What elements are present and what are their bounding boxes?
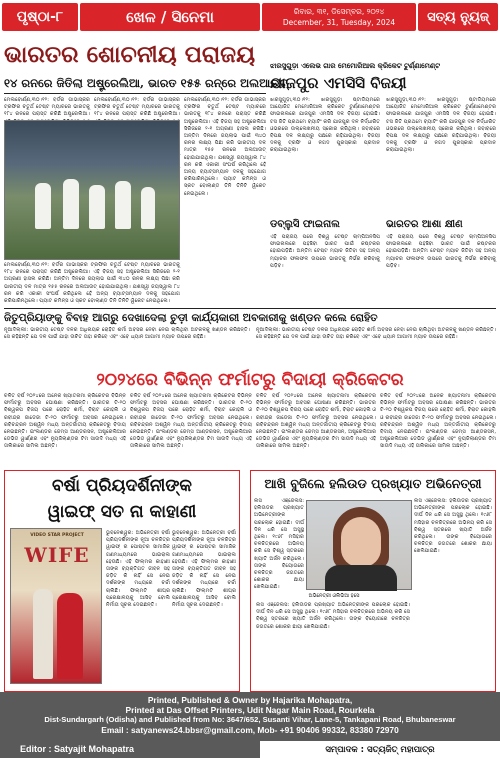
- lead-body: ମେଲବୋର୍ଣ୍ଣ,୩୦।୧୨: ବର୍ଡର ଗାଭାସ୍କର ଟ୍ରଫିର ଚତୁର୍ଥ ଟେଷ୍ଟ ମ୍ୟାଚରେ ଭାରତକୁ ୧୮୪ ରନରେ ପରାସ୍ତ କରିଛି ଅଷ୍ଟ୍ରେଲିଆ। ଏହି ବିଜୟ ସହ ଅଷ୍ଟ୍ରେଲିଆ ସିରିଜରେ ୨-୧ ଅଗ୍ରଣୀ ହାସଲ କରିଛି। ଅନ୍ତିମ ଦିନରେ ଜୟଲାଭ ପାଇଁ ୩୪୦ ରନର ଲକ୍ଷ୍ୟ ପିଛା କରି ଭାରତୀୟ ଦଳ ମାତ୍ର ୧୫୫ ରନରେ ଅଲଆଉଟ୍ ହୋଇଯାଇଥିଲା। ଯଶସ୍ୱୀ ଜୟସ୍ୱାଲ ୮୪ ରନ କରି ଏକାକୀ ସଂଘର୍ଷ କରିଥିଲେ ହେଁ ଅନ୍ୟ ବ୍ୟାଟ୍ସମ୍ୟାନ ଦଳକୁ ସହଯୋଗ କରିପାରିନଥିଲେ। ପ୍ୟାଟ କମିନ୍ସ ଓ ସ୍କଟ ବୋଲାଣ୍ଡ ତିନି ତିନିଟି ୱିକେଟ ନେଇଥିଲେ।: [4, 262, 180, 305]
- actress-body-left: ଲସ ଏଞ୍ଜେଲସ: ହଲିଉଡର ପ୍ରଖ୍ୟାତ ଅଭିନେତ୍ରୀଙ୍କ ପରଲୋକ ହୋଇଛି। ଦୀର୍ଘ ଦିନ ଧରି ସେ ଅସୁସ୍ଥ ଥିଲେ। ୧୯୬୮ ମସିହାର ଚଳଚ୍ଚିତ୍ରରେ ଅଭିନୟ କରି ସେ ବିଶ୍ୱ ସ୍ତରରେ ଖ୍ୟାତି ଅର୍ଜନ କରିଥିଲେ। ତାଙ୍କ ବିୟୋଗରେ ଚଳଚ୍ଚିତ୍ର ଜଗତରେ ଶୋକର ଛାୟା ଖେଳିଯାଇଛି।: [254, 498, 304, 591]
- divider: [4, 308, 496, 309]
- actress-caption: ଅଭିନେତ୍ରୀ ଓଲିଭିଆ ହସେ: [308, 593, 360, 599]
- date-odia: ରିବାର, ୩୧, ଡିସେମ୍ବର, ୨୦୨୪: [293, 7, 385, 16]
- story4-headline: ଜିତୁପ୍ରିୟାଙ୍କୁ ବିବାହ ଆଗରୁ ଦେଖାଦେଲା ଚୁଡ଼ୀ କାର୍ଯ୍ୟକାରୀ ଅବକାରୀକୁ ଖଣ୍ଡନ କଲେ ରୋହିତ: [4, 312, 378, 324]
- imprint-line-2: Printed at Das Offset Printers, Udit Nagar Main Road, Rourkela: [125, 705, 375, 715]
- wife-film-poster: [10, 528, 102, 684]
- film-headline-2: ୱାଇଫ୍ ସତ ନା କାହାଣୀ: [47, 502, 197, 522]
- lead-body-intro: ମେଲବୋର୍ଣ୍ଣ,୩୦।୧୨: ବର୍ଡର ଗାଭାସ୍କର ଟ୍ରଫିର ଚତୁର୍ଥ ଟେଷ୍ଟ ମ୍ୟାଚରେ ଭାରତକୁ ୧୮୪ ରନରେ ପରାସ୍ତ କରିଛି ଅଷ୍ଟ୍ରେଲିଆ।: [4, 97, 90, 118]
- poster-top-text: VIDEO STAR PROJECT: [30, 533, 84, 538]
- divider: [4, 93, 266, 94]
- editor-english: Editor : Satyajit Mohapatra: [0, 740, 260, 758]
- retire-body-col1: ଚଳିତ ବର୍ଷ ୨୦୨୪ରେ ଅନେକ ଖ୍ୟାତନାମା କ୍ରିକେଟର ବିଭିନ୍ନ ଫର୍ମାଟରୁ ଅବସର ଘୋଷଣା କରିଛନ୍ତି। ଭାରତର ଟି-୨୦ ବିଶ୍ୱକପ ବିଜୟ ପରେ ରୋହିତ ଶର୍ମା, ବିରାଟ କୋହଲି ଓ ରବୀନ୍ଦ୍ର ଜାଡେଜା ଟି-୨୦ ଫର୍ମାଟରୁ ଅବସର ନେଇଥିଲେ। ରବିଚନ୍ଦ୍ରନ ଅଶ୍ୱିନ ମଧ୍ୟ ଅନ୍ତର୍ଜାତୀୟ କ୍ରିକେଟରୁ ବିଦାୟ ନେଇଛନ୍ତି। ଇଂଲଣ୍ଡର ଜେମ୍ସ ଆଣ୍ଡରସନ, ଅଷ୍ଟ୍ରେଲିଆର ଡେଭିଡ ୱାର୍ଣ୍ଣର ଏବଂ ନ୍ୟୁଜିଲାଣ୍ଡର ଟିମ ସାଉଦି ମଧ୍ୟ ଏହି ତାଲିକାରେ ସାମିଲ ଅଛନ୍ତି।: [4, 393, 126, 450]
- lead-headline: ଭାରତର ଶୋଚନୀୟ ପରାଜୟ: [4, 41, 256, 68]
- actress-headline: ଆଖି ବୁଜିଲେ ହଲିଉଡ ପ୍ରଖ୍ୟାତ ଅଭିନେତ୍ରୀ: [264, 476, 482, 491]
- poster-title: WIFE: [24, 543, 90, 567]
- film-body-col2: ଭୁବନେଶ୍ୱର: ଅଭିନେତ୍ରୀ ବର୍ଷା ପ୍ରିୟଦର୍ଶିନୀଙ୍କ ନୂଆ ଚଳଚ୍ଚିତ୍ର ୱାଇଫ୍ ର ପୋଷ୍ଟର ସାମାଜିକ ଗଣମାଧ୍ୟମରେ ଭାଇରାଲ ହେଉଛି। ଏହି ଫିଲ୍ମର କାହାଣୀ ତାଙ୍କ ବ୍ୟକ୍ତିଗତ ଜୀବନ ସହ ଜଡ଼ିତ କି ନାହିଁ ସେ ନେଇ ଦର୍ଶକଙ୍କ ମଧ୍ୟରେ ଚର୍ଚ୍ଚା ଚାଲିଛି। ଫିଲ୍ମଟି ଶୀଘ୍ର ପ୍ରେକ୍ଷାଳୟକୁ ଆସିବ ବୋଲି ନିର୍ମାତା ସୂଚନା ଦେଇଛନ୍ତି।: [172, 530, 236, 609]
- india-hope-headline: ଭାରତର ଆଶା କ୍ଷୀଣ: [386, 219, 463, 230]
- masthead: [0, 0, 500, 36]
- retire-body-col4: ଚଳିତ ବର୍ଷ ୨୦୨୪ରେ ଅନେକ ଖ୍ୟାତନାମା କ୍ରିକେଟର ବିଭିନ୍ନ ଫର୍ମାଟରୁ ଅବସର ଘୋଷଣା କରିଛନ୍ତି। ଭାରତର ଟି-୨୦ ବିଶ୍ୱକପ ବିଜୟ ପରେ ରୋହିତ ଶର୍ମା, ବିରାଟ କୋହଲି ଓ ରବୀନ୍ଦ୍ର ଜାଡେଜା ଟି-୨୦ ଫର୍ମାଟରୁ ଅବସର ନେଇଥିଲେ। ରବିଚନ୍ଦ୍ରନ ଅଶ୍ୱିନ ମଧ୍ୟ ଅନ୍ତର୍ଜାତୀୟ କ୍ରିକେଟରୁ ବିଦାୟ ନେଇଛନ୍ତି। ଇଂଲଣ୍ଡର ଜେମ୍ସ ଆଣ୍ଡରସନ, ଅଷ୍ଟ୍ରେଲିଆର ଡେଭିଡ ୱାର୍ଣ୍ଣର ଏବଂ ନ୍ୟୁଜିଲାଣ୍ଡର ଟିମ ସାଉଦି ମଧ୍ୟ ଏହି ତାଲିକାରେ ସାମିଲ ଅଛନ୍ତି।: [380, 393, 496, 450]
- sports-kicker: ଝାରସୁଗୁଡ଼ା ଏଲେଭ ଗାର ମେମୋରିଆଲ କ୍ରିକେଟ ଟୁର୍ଣ୍ଣାମେଣ୍ଟ: [270, 62, 441, 70]
- story4-body-left: ନୂଆଦିଲ୍ଲୀ: ଭାରତୀୟ ଟେଷ୍ଟ ଦଳର ଅଧିନାୟକ ରୋହିତ ଶର୍ମା ଅବସର ନେବା ନେଇ ଚାଲିଥିବା ଅଟକଳକୁ ଖଣ୍ଡନ କରିଛନ୍ତି। ସେ କହିଛନ୍ତି ଯେ ଦଳ ପାଇଁ ଯାହା ଉଚିତ ତାହା କରିବେ ଏବଂ ଏବେ ଧ୍ୟାନ ଆଗାମୀ ମ୍ୟାଚ ଉପରେ ରହିଛି।: [4, 327, 250, 341]
- date-box: [262, 3, 416, 31]
- wtc-headline: ଡବ୍ଲୁସି ଫାଇନାଲ: [270, 219, 340, 230]
- film-body-col1: ଭୁବନେଶ୍ୱର: ଅଭିନେତ୍ରୀ ବର୍ଷା ପ୍ରିୟଦର୍ଶିନୀଙ୍କ ନୂଆ ଚଳଚ୍ଚିତ୍ର ୱାଇଫ୍ ର ପୋଷ୍ଟର ସାମାଜିକ ଗଣମାଧ୍ୟମରେ ଭାଇରାଲ ହେଉଛି। ଏହି ଫିଲ୍ମର କାହାଣୀ ତାଙ୍କ ବ୍ୟକ୍ତିଗତ ଜୀବନ ସହ ଜଡ଼ିତ କି ନାହିଁ ସେ ନେଇ ଦର୍ଶକଙ୍କ ମଧ୍ୟରେ ଚର୍ଚ୍ଚା ଚାଲିଛି। ଫିଲ୍ମଟି ଶୀଘ୍ର ପ୍ରେକ୍ଷାଳୟକୁ ଆସିବ ବୋଲି ନିର୍ମାତା ସୂଚନା ଦେଇଛନ୍ତି।: [106, 530, 170, 609]
- editor-odia: ସମ୍ପାଦକ : ସତ୍ୟଜିତ୍ ମହାପାତ୍ର: [260, 740, 500, 758]
- retire-body-col3: ଚଳିତ ବର୍ଷ ୨୦୨୪ରେ ଅନେକ ଖ୍ୟାତନାମା କ୍ରିକେଟର ବିଭିନ୍ନ ଫର୍ମାଟରୁ ଅବସର ଘୋଷଣା କରିଛନ୍ତି। ଭାରତର ଟି-୨୦ ବିଶ୍ୱକପ ବିଜୟ ପରେ ରୋହିତ ଶର୍ମା, ବିରାଟ କୋହଲି ଓ ରବୀନ୍ଦ୍ର ଜାଡେଜା ଟି-୨୦ ଫର୍ମାଟରୁ ଅବସର ନେଇଥିଲେ। ରବିଚନ୍ଦ୍ରନ ଅଶ୍ୱିନ ମଧ୍ୟ ଅନ୍ତର୍ଜାତୀୟ କ୍ରିକେଟରୁ ବିଦାୟ ନେଇଛନ୍ତି। ଇଂଲଣ୍ଡର ଜେମ୍ସ ଆଣ୍ଡରସନ, ଅଷ୍ଟ୍ରେଲିଆର ଡେଭିଡ ୱାର୍ଣ୍ଣର ଏବଂ ନ୍ୟୁଜିଲାଣ୍ଡର ଟିମ ସାଉଦି ମଧ୍ୟ ଏହି ତାଲିକାରେ ସାମିଲ ଅଛନ୍ତି।: [256, 393, 376, 450]
- cricket-match-photo: [4, 120, 180, 260]
- retired-cricketers-banner: ୨୦୨୪ରେ ବିଭିନ୍ନ ଫର୍ମାଟରୁ ବିଦାୟୀ କ୍ରିକେଟର: [96, 370, 404, 390]
- date-english: December, 31, Tuesday, 2024: [282, 18, 396, 27]
- retire-body-col2: ଚଳିତ ବର୍ଷ ୨୦୨୪ରେ ଅନେକ ଖ୍ୟାତନାମା କ୍ରିକେଟର ବିଭିନ୍ନ ଫର୍ମାଟରୁ ଅବସର ଘୋଷଣା କରିଛନ୍ତି। ଭାରତର ଟି-୨୦ ବିଶ୍ୱକପ ବିଜୟ ପରେ ରୋହିତ ଶର୍ମା, ବିରାଟ କୋହଲି ଓ ରବୀନ୍ଦ୍ର ଜାଡେଜା ଟି-୨୦ ଫର୍ମାଟରୁ ଅବସର ନେଇଥିଲେ। ରବିଚନ୍ଦ୍ରନ ଅଶ୍ୱିନ ମଧ୍ୟ ଅନ୍ତର୍ଜାତୀୟ କ୍ରିକେଟରୁ ବିଦାୟ ନେଇଛନ୍ତି। ଇଂଲଣ୍ଡର ଜେମ୍ସ ଆଣ୍ଡରସନ, ଅଷ୍ଟ୍ରେଲିଆର ଡେଭିଡ ୱାର୍ଣ୍ଣର ଏବଂ ନ୍ୟୁଜିଲାଣ୍ଡର ଟିମ ସାଉଦି ମଧ୍ୟ ଏହି ତାଲିକାରେ ସାମିଲ ଅଛନ୍ତି।: [130, 393, 252, 450]
- sports-headline: ଯାଜପୁର ଏମସିସି ବିଜୟୀ: [270, 74, 407, 92]
- actress-body-right: ଲସ ଏଞ୍ଜେଲସ: ହଲିଉଡର ପ୍ରଖ୍ୟାତ ଅଭିନେତ୍ରୀଙ୍କ ପରଲୋକ ହୋଇଛି। ଦୀର୍ଘ ଦିନ ଧରି ସେ ଅସୁସ୍ଥ ଥିଲେ। ୧୯୬୮ ମସିହାର ଚଳଚ୍ଚିତ୍ରରେ ଅଭିନୟ କରି ସେ ବିଶ୍ୱ ସ୍ତରରେ ଖ୍ୟାତି ଅର୍ଜନ କରିଥିଲେ। ତାଙ୍କ ବିୟୋଗରେ ଚଳଚ୍ଚିତ୍ର ଜଗତରେ ଶୋକର ଛାୟା ଖେଳିଯାଇଛି।: [414, 498, 492, 555]
- lead-subhead: ୧୪ ରନରେ ଜିତିଲା ଅଷ୍ଟ୍ରେଲିଆ, ଭାରତ ୧୫୫ ରନ୍‌ରେ ଅଲଆଉଟ୍: [4, 76, 288, 90]
- newspaper-logo: ସତ୍ୟ ନ୍ୟୁଜ୍: [418, 3, 498, 31]
- imprint-line-3: Dist-Sundargarh (Odisha) and Published from No: 3647/652, Susanti Vihar, Lane-5, Tankapani Road, Bhubaneswar: [44, 715, 456, 724]
- sports-body-col1: ଝାରସୁଗୁଡ଼ା,୩୦।୧୨: ଝାରସୁଗୁଡ଼ା ଷ୍ଟାଡିୟମରେ ଆୟୋଜିତ ମେମୋରିଆଲ କ୍ରିକେଟ ଟୁର୍ଣ୍ଣାମେଣ୍ଟର ଫାଇନାଲରେ ଯାଜପୁର ଏମସିସି ଦଳ ବିଜୟୀ ହୋଇଛି। ଟସ ଜିତି ପ୍ରଥମେ ବ୍ୟାଟିଂ କରି ଯାଜପୁର ଦଳ ନିର୍ଦ୍ଧାରିତ ଓଭରରେ ଉଲ୍ଲେଖନୀୟ ସ୍କୋର କରିଥିଲା। ଜବାବରେ ବିପକ୍ଷ ଦଳ ଲକ୍ଷ୍ୟରୁ ପଛରେ ରହିଯାଇଥିଲା। ବିଜୟୀ ଦଳକୁ ଟ୍ରଫି ଓ ନଗଦ ପୁରସ୍କାର ପ୍ରଦାନ କରାଯାଇଥିଲା।: [270, 97, 380, 154]
- wtc-body: ଏହି ପରାଜୟ ପରେ ବିଶ୍ୱ ଟେଷ୍ଟ ଚାମ୍ପିଅନସିପ ଫାଇନାଲରେ ପହଞ୍ଚିବା ଭାରତ ପାଇଁ କଷ୍ଟକର ହୋଇପଡ଼ିଛି। ଅନ୍ତିମ ଟେଷ୍ଟ ମ୍ୟାଚ ଜିତିବା ସହ ଅନ୍ୟ ମ୍ୟାଚର ଫଳାଫଳ ଉପରେ ଭାରତକୁ ନିର୍ଭର କରିବାକୁ ପଡ଼ିବ।: [270, 234, 380, 269]
- sports-body-col2: ଝାରସୁଗୁଡ଼ା,୩୦।୧୨: ଝାରସୁଗୁଡ଼ା ଷ୍ଟାଡିୟମରେ ଆୟୋଜିତ ମେମୋରିଆଲ କ୍ରିକେଟ ଟୁର୍ଣ୍ଣାମେଣ୍ଟର ଫାଇନାଲରେ ଯାଜପୁର ଏମସିସି ଦଳ ବିଜୟୀ ହୋଇଛି। ଟସ ଜିତି ପ୍ରଥମେ ବ୍ୟାଟିଂ କରି ଯାଜପୁର ଦଳ ନିର୍ଦ୍ଧାରିତ ଓଭରରେ ଉଲ୍ଲେଖନୀୟ ସ୍କୋର କରିଥିଲା। ଜବାବରେ ବିପକ୍ଷ ଦଳ ଲକ୍ଷ୍ୟରୁ ପଛରେ ରହିଯାଇଥିଲା। ବିଜୟୀ ଦଳକୁ ଟ୍ରଫି ଓ ନଗଦ ପୁରସ୍କାର ପ୍ରଦାନ କରାଯାଇଥିଲା।: [386, 97, 496, 154]
- actress-body-bottom: ଲସ ଏଞ୍ଜେଲସ: ହଲିଉଡର ପ୍ରଖ୍ୟାତ ଅଭିନେତ୍ରୀଙ୍କ ପରଲୋକ ହୋଇଛି। ଦୀର୍ଘ ଦିନ ଧରି ସେ ଅସୁସ୍ଥ ଥିଲେ। ୧୯୬୮ ମସିହାର ଚଳଚ୍ଚିତ୍ରରେ ଅଭିନୟ କରି ସେ ବିଶ୍ୱ ସ୍ତରରେ ଖ୍ୟାତି ଅର୍ଜନ କରିଥିଲେ। ତାଙ୍କ ବିୟୋଗରେ ଚଳଚ୍ଚିତ୍ର ଜଗତରେ ଶୋକର ଛାୟା ଖେଳିଯାଇଛି।: [256, 602, 410, 630]
- lead-body-intro-2: ମେଲବୋର୍ଣ୍ଣ,୩୦।୧୨: ବର୍ଡର ଗାଭାସ୍କର ଟ୍ରଫିର ଚତୁର୍ଥ ଟେଷ୍ଟ ମ୍ୟାଚରେ ଭାରତକୁ ୧୮୪ ରନରେ ପରାସ୍ତ କରିଛି ଅଷ୍ଟ୍ରେଲିଆ।: [94, 97, 180, 118]
- imprint-line-1: Printed, Published & Owner by Hajarika Mohapatra,: [147, 695, 353, 705]
- india-hope-body: ଏହି ପରାଜୟ ପରେ ବିଶ୍ୱ ଟେଷ୍ଟ ଚାମ୍ପିଅନସିପ ଫାଇନାଲରେ ପହଞ୍ଚିବା ଭାରତ ପାଇଁ କଷ୍ଟକର ହୋଇପଡ଼ିଛି। ଅନ୍ତିମ ଟେଷ୍ଟ ମ୍ୟାଚ ଜିତିବା ସହ ଅନ୍ୟ ମ୍ୟାଚର ଫଳାଫଳ ଉପରେ ଭାରତକୁ ନିର୍ଭର କରିବାକୁ ପଡ଼ିବ।: [386, 234, 496, 269]
- imprint-line-4: Email : satyanews24.bbsr@gmail.com, Mob- +91 90406 99332, 83380 72970: [101, 725, 399, 735]
- film-headline-1: ବର୍ଷା ପ୍ରିୟଦର୍ଶିନୀଙ୍କ: [52, 476, 192, 496]
- actress-photo: [306, 500, 412, 590]
- editor-bar: [0, 740, 500, 758]
- section-title: ଖେଳ / ସିନେମା: [80, 3, 260, 31]
- lead-body-column: ମେଲବୋର୍ଣ୍ଣ,୩୦।୧୨: ବର୍ଡର ଗାଭାସ୍କର ଟ୍ରଫିର ଚତୁର୍ଥ ଟେଷ୍ଟ ମ୍ୟାଚରେ ଭାରତକୁ ୧୮୪ ରନରେ ପରାସ୍ତ କରିଛି ଅଷ୍ଟ୍ରେଲିଆ। ଏହି ବିଜୟ ସହ ଅଷ୍ଟ୍ରେଲିଆ ସିରିଜରେ ୨-୧ ଅଗ୍ରଣୀ ହାସଲ କରିଛି। ଅନ୍ତିମ ଦିନରେ ଜୟଲାଭ ପାଇଁ ୩୪୦ ରନର ଲକ୍ଷ୍ୟ ପିଛା କରି ଭାରତୀୟ ଦଳ ମାତ୍ର ୧୫୫ ରନରେ ଅଲଆଉଟ୍ ହୋଇଯାଇଥିଲା। ଯଶସ୍ୱୀ ଜୟସ୍ୱାଲ ୮୪ ରନ କରି ଏକାକୀ ସଂଘର୍ଷ କରିଥିଲେ ହେଁ ଅନ୍ୟ ବ୍ୟାଟ୍ସମ୍ୟାନ ଦଳକୁ ସହଯୋଗ କରିପାରିନଥିଲେ। ପ୍ୟାଟ କମିନ୍ସ ଓ ସ୍କଟ ବୋଲାଣ୍ଡ ତିନି ତିନିଟି ୱିକେଟ ନେଇଥିଲେ।: [184, 97, 266, 197]
- story4-body-right: ନୂଆଦିଲ୍ଲୀ: ଭାରତୀୟ ଟେଷ୍ଟ ଦଳର ଅଧିନାୟକ ରୋହିତ ଶର୍ମା ଅବସର ନେବା ନେଇ ଚାଲିଥିବା ଅଟକଳକୁ ଖଣ୍ଡନ କରିଛନ୍ତି। ସେ କହିଛନ୍ତି ଯେ ଦଳ ପାଇଁ ଯାହା ଉଚିତ ତାହା କରିବେ ଏବଂ ଏବେ ଧ୍ୟାନ ଆଗାମୀ ମ୍ୟାଚ ଉପରେ ରହିଛି।: [256, 327, 496, 341]
- page-number-badge: ପୃଷ୍ଠା-୮: [2, 3, 78, 31]
